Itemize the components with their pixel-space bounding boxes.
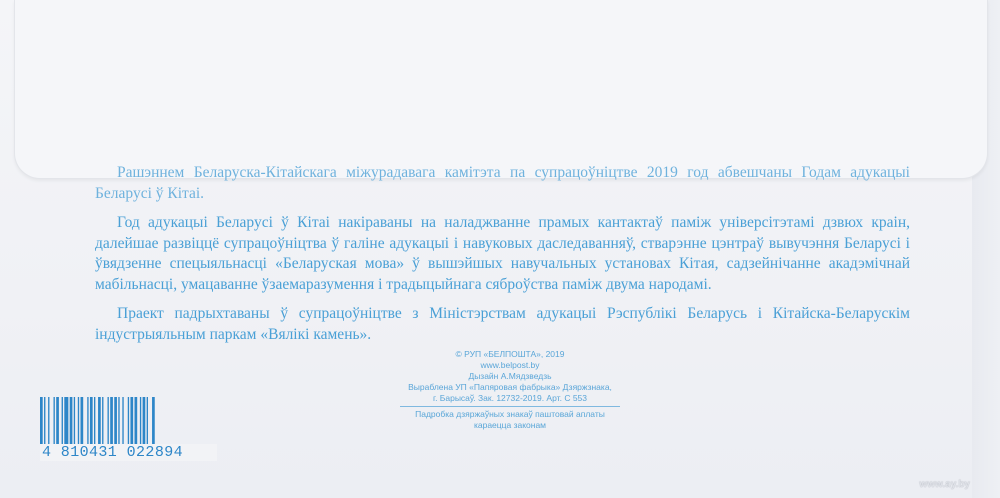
paragraph-year-of-education: Год адукацыі Беларусі ў Кітаі накіраваны на наладжванне прамых кантактаў паміж універсітэтамі дзвюх краін, далейшае развіццё супрацоўніцтва ў галіне адукацыі і навуковых даследаванняў, стварэнне цэнтраў вывучэння Беларусі і ўвядзенне спецыяльнасці «Беларуская мова» ў вышэйшых навучальных установах Кітая, садзейнічанне акадэмічнай мабільнасці, умацаванне ўзаемаразумення і традыцыйнага сяброўства паміж двума народамі.	[95, 214, 910, 293]
envelope-flap	[14, 0, 988, 179]
copyright-line: © РУП «БЕЛПОШТА», 2019	[455, 349, 565, 359]
imprint-divider	[400, 406, 620, 407]
manufacturer-line: Выраблена УП «Папяровая фабрыка» Дзяржзнака,	[408, 382, 612, 392]
paragraph-project: Праект падрыхтаваны ў супрацоўніцтве з Міністэрствам адукацыі Рэспублікі Беларусь і Кітайска-Беларускім індустрыяльным паркам «Вялікі камень».	[95, 305, 910, 343]
warning-line-2: караецца законам	[473, 420, 547, 430]
website-link: www.belpost.by	[480, 360, 540, 370]
watermark-text: www.ay.by	[919, 479, 970, 490]
barcode-digits: 4 810431 022894	[40, 444, 217, 461]
order-line: г. Барысаў. Зак. 12732-2019. Арт. С 553	[433, 393, 587, 403]
designer-line: Дызайн А.Мядзведзь	[468, 371, 552, 381]
publisher-imprint	[380, 349, 640, 431]
description-text	[95, 163, 910, 345]
warning-line-1: Падробка дзяржаўных знакаў паштовай аплаты	[415, 409, 605, 419]
paragraph-decision: Рашэннем Беларуска-Кітайскага міжурадавага камітэта па супрацоўніцтве 2019 год абвешчаны Годам адукацыі Беларусі ў Кітаі.	[95, 164, 910, 202]
